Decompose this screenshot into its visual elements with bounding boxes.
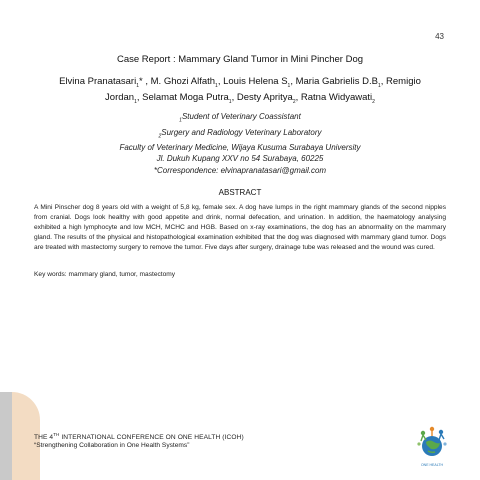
one-health-globe-logo-icon bbox=[414, 424, 450, 464]
author-mark: 1 bbox=[134, 98, 137, 105]
author-mark: 2 bbox=[292, 98, 296, 105]
author-separator: * , bbox=[139, 76, 151, 87]
author-name: Louis Helena S bbox=[223, 76, 288, 87]
author-name: Ratna Widyawati bbox=[300, 91, 373, 103]
conference-tagline: “Strengthening Collaboration in One Health Systems” bbox=[34, 442, 190, 449]
author-mark: 1 bbox=[215, 82, 218, 89]
author-name: Selamat Moga Putra bbox=[142, 91, 229, 103]
author-separator: , bbox=[295, 91, 301, 103]
affiliation-line bbox=[40, 153, 440, 164]
affiliation-text: Student of Veterinary Coassistant bbox=[181, 112, 301, 121]
abstract-heading: ABSTRACT bbox=[218, 188, 262, 197]
conference-superscript: TH bbox=[53, 432, 60, 437]
author-mark: 2 bbox=[372, 98, 375, 105]
logo-caption: ONE HEALTH bbox=[420, 463, 444, 467]
affiliation-mark: 1 bbox=[179, 117, 182, 124]
affiliation-text: Surgery and Radiology Veterinary Laboratory bbox=[161, 127, 322, 137]
author-separator: , bbox=[290, 76, 296, 87]
affiliation-block bbox=[40, 111, 440, 164]
affiliation-text: Faculty of Veterinary Medicine, Wijaya Kusuma Surabaya University bbox=[119, 143, 361, 153]
author-separator: , bbox=[217, 76, 224, 87]
conference-rest: INTERNATIONAL CONFERENCE ON ONE HEALTH (ICOH) bbox=[59, 434, 244, 442]
author-separator: , bbox=[380, 76, 387, 87]
affiliation-line bbox=[40, 111, 440, 127]
author-line-2 bbox=[40, 92, 440, 108]
author-mark: 1 bbox=[136, 82, 139, 89]
affiliation-line bbox=[40, 142, 440, 153]
affiliation-mark: 2 bbox=[158, 133, 162, 140]
author-mark: 1 bbox=[228, 98, 232, 105]
author-line-1 bbox=[40, 76, 440, 92]
author-mark: 1 bbox=[287, 82, 291, 89]
abstract-text: A Mini Pinscher dog 8 years old with a weight of 5,8 kg, female sex. A dog have lumps in the right mammary glands of the second nipples from cranial. Dogs look healthy with good appetite and drink, normal defecation, and urination. In addition, the haematology analysing exhibited a high lymphocyte and low MCH, MCHC and HGB. Based on x-ray examinations, the dog has an abnormality on the mammary gland. The results of the physical and histopathological examination exhibited that the dog was diagnosed with mammary gland tumor. Dogs are treated with mastectomy surgery to remove the tumor. Five days after surgery, drainage tube was released and the wound was cured. bbox=[34, 204, 446, 251]
author-list bbox=[40, 76, 440, 108]
author-name: M. Ghozi Alfath bbox=[150, 76, 216, 87]
page-number: 43 bbox=[435, 32, 444, 41]
keywords: Key words: mammary gland, tumor, mastectomy bbox=[34, 271, 176, 278]
author-name: Desty Apritya bbox=[236, 91, 293, 103]
affiliation-text: Jl. Dukuh Kupang XXV no 54 Surabaya, 60225 bbox=[156, 154, 324, 164]
paper-title: Case Report : Mammary Gland Tumor in Mini Pincher Dog bbox=[116, 54, 364, 65]
author-separator: , bbox=[231, 91, 237, 103]
author-separator: , bbox=[136, 91, 143, 103]
author-name: Jordan bbox=[105, 91, 135, 103]
author-mark: 1 bbox=[377, 82, 381, 89]
author-name: Remigio bbox=[386, 76, 421, 87]
decorative-gray-bar bbox=[0, 392, 12, 480]
affiliation-line bbox=[40, 127, 440, 143]
author-name: Elvina Pranatasari bbox=[59, 76, 137, 87]
correspondence-email: *Correspondence: elvinapranatasari@gmail.com bbox=[153, 166, 327, 175]
author-name: Maria Gabrielis D.B bbox=[295, 76, 378, 87]
conference-prefix: THE 4 bbox=[34, 434, 54, 442]
conference-name bbox=[34, 432, 244, 441]
